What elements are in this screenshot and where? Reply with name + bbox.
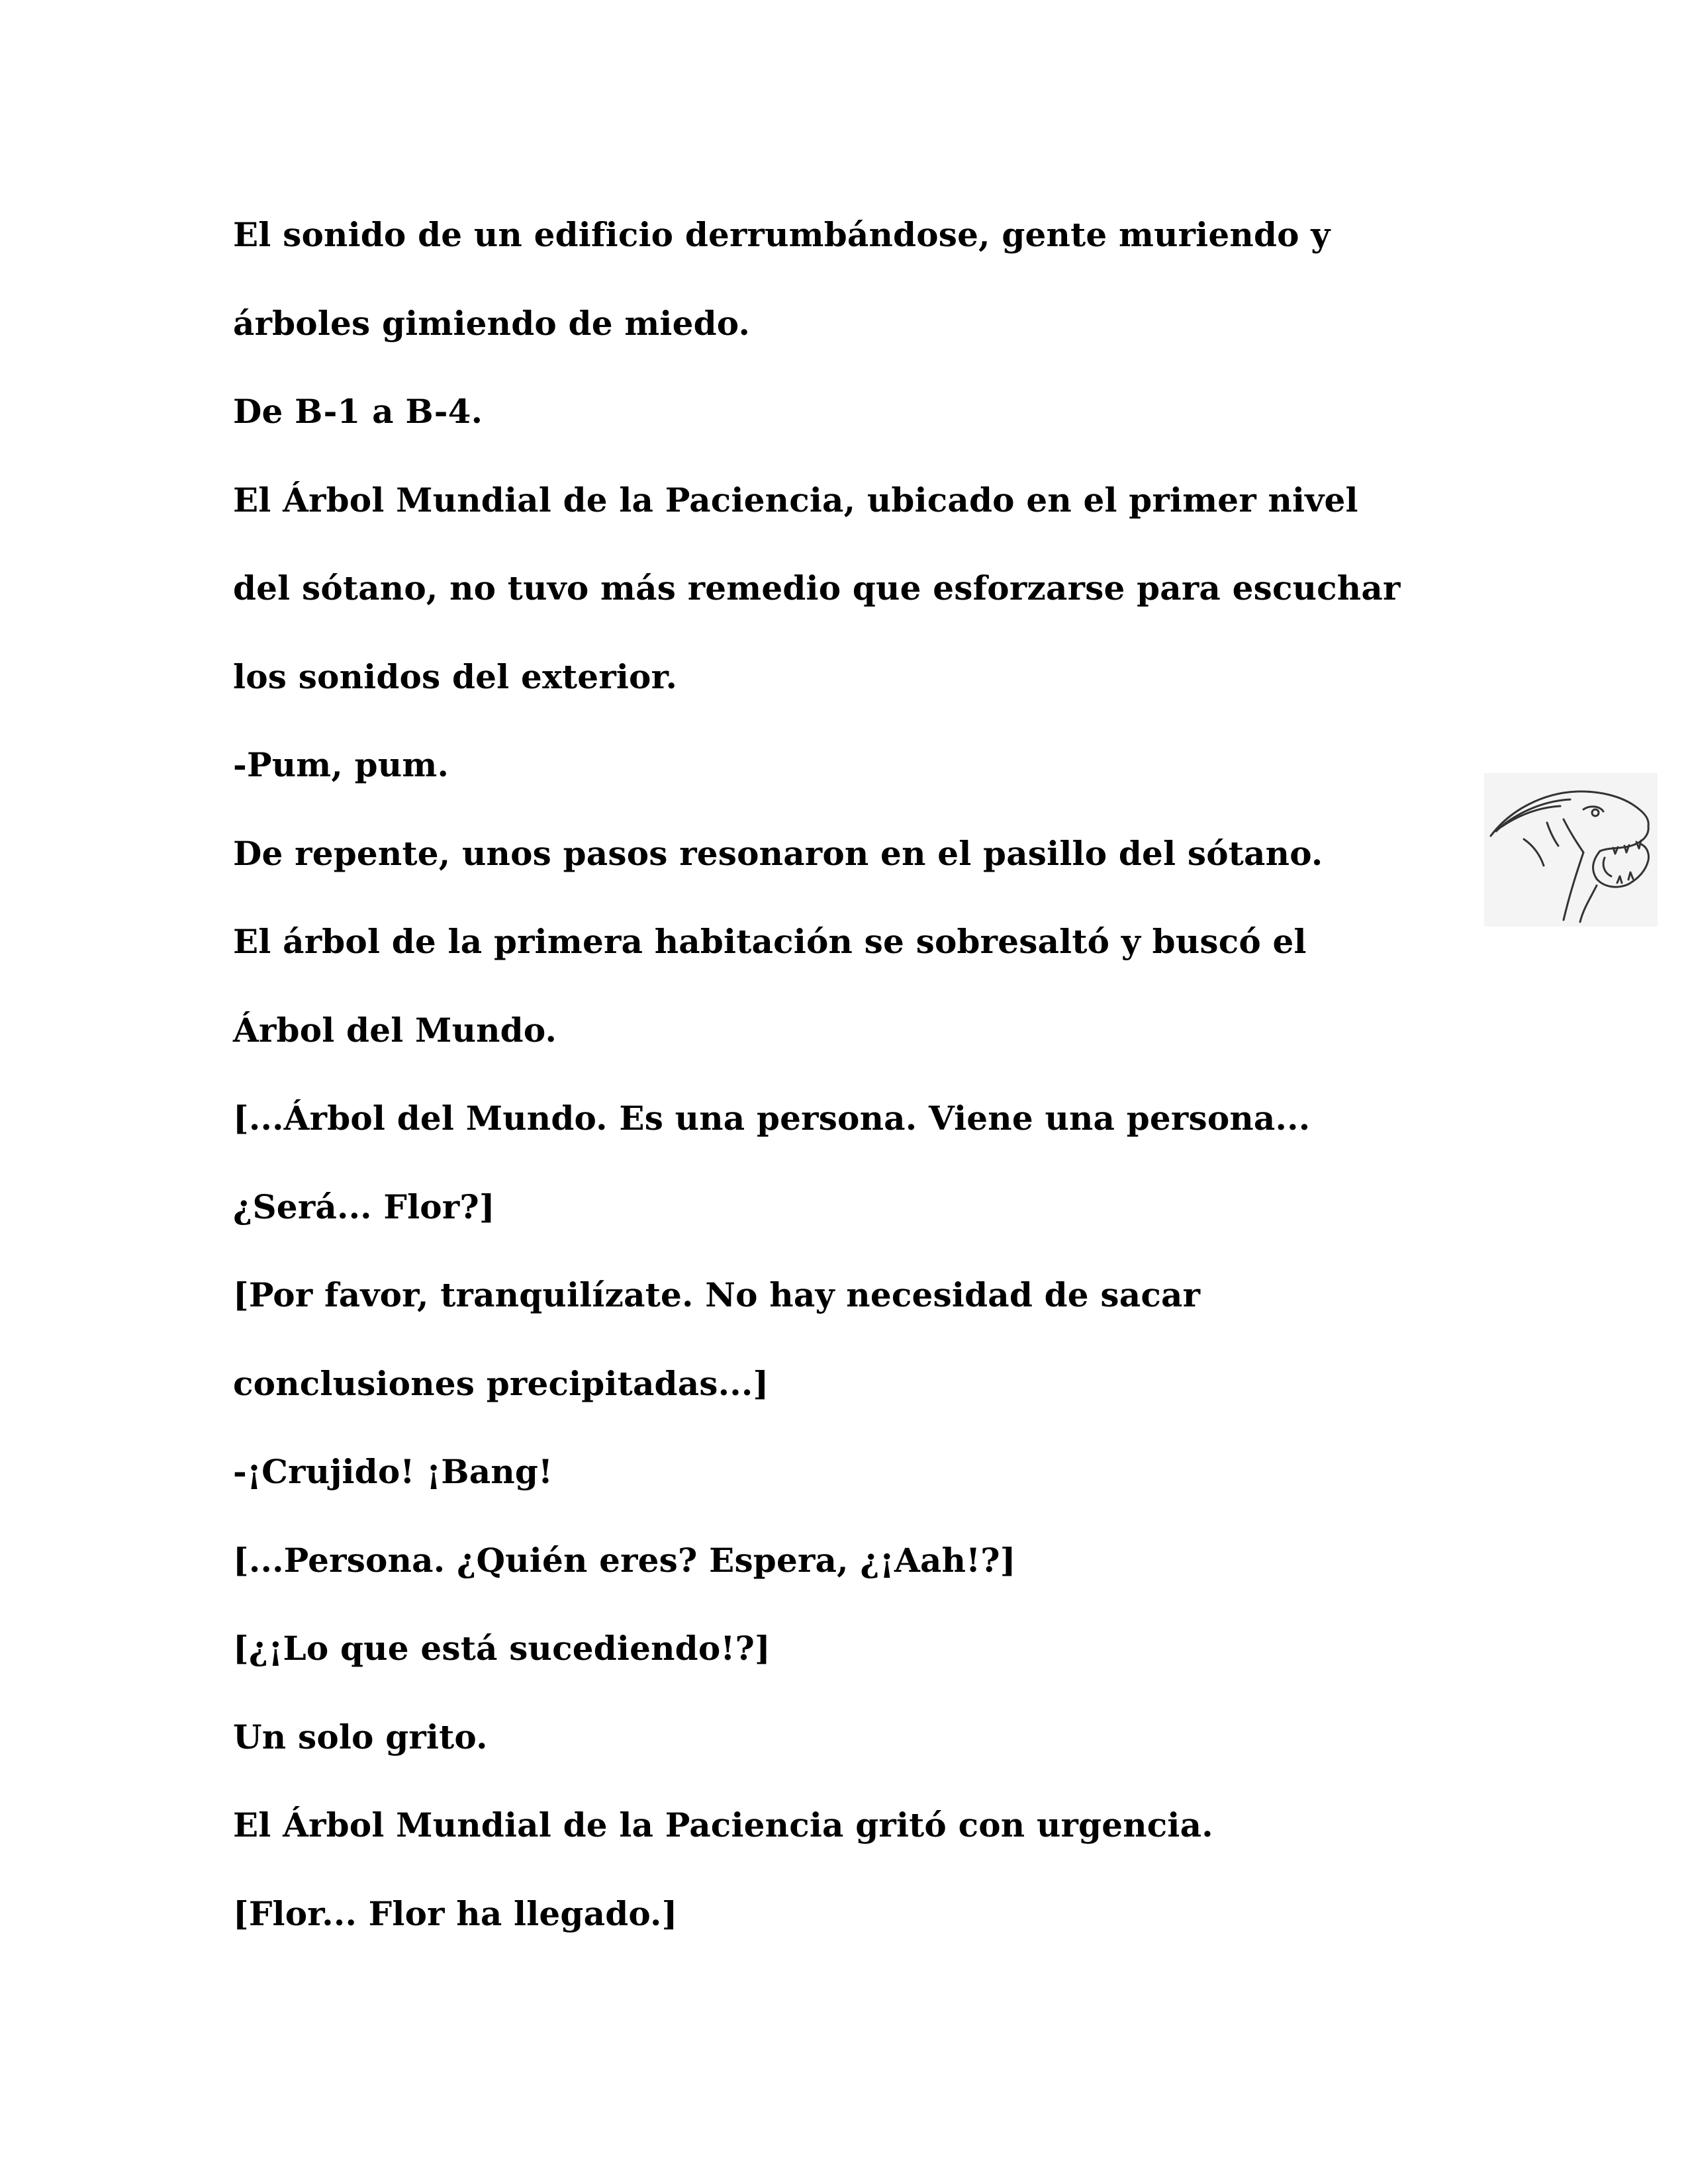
text-line: El sonido de un edificio derrumbándose, gente muriendo y <box>233 215 1331 254</box>
text-line: [¿¡Lo que está sucediendo!?] <box>233 1629 771 1668</box>
dinosaur-head-icon <box>1484 773 1658 927</box>
document-body <box>233 191 1491 1958</box>
text-line: -Pum, pum. <box>233 745 449 784</box>
text-line: De repente, unos pasos resonaron en el pasillo del sótano. <box>233 833 1323 873</box>
text-line: [...Persona. ¿Quién eres? Espera, ¿¡Aah!?] <box>233 1540 1016 1580</box>
text-line: Árbol del Mundo. <box>233 1010 557 1050</box>
text-line: De B-1 a B-4. <box>233 392 483 431</box>
text-line: conclusiones precipitadas...] <box>233 1363 769 1403</box>
text-line: ¿Será... Flor?] <box>233 1187 495 1226</box>
text-line: Un solo grito. <box>233 1717 488 1756</box>
text-line: los sonidos del exterior. <box>233 657 678 696</box>
text-line: El árbol de la primera habitación se sobresaltó y buscó el <box>233 922 1307 961</box>
text-line: -¡Crujido! ¡Bang! <box>233 1452 553 1491</box>
text-line: [Por favor, tranquilízate. No hay necesidad de sacar <box>233 1275 1201 1314</box>
text-line: El Árbol Mundial de la Paciencia, ubicado en el primer nivel <box>233 480 1358 520</box>
text-line: árboles gimiendo de miedo. <box>233 303 751 343</box>
text-line: [Flor... Flor ha llegado.] <box>233 1893 678 1933</box>
text-line: del sótano, no tuvo más remedio que esforzarse para escuchar <box>233 569 1401 608</box>
text-line: [...Árbol del Mundo. Es una persona. Viene una persona... <box>233 1099 1311 1138</box>
text-line: El Árbol Mundial de la Paciencia gritó con urgencia. <box>233 1805 1213 1844</box>
